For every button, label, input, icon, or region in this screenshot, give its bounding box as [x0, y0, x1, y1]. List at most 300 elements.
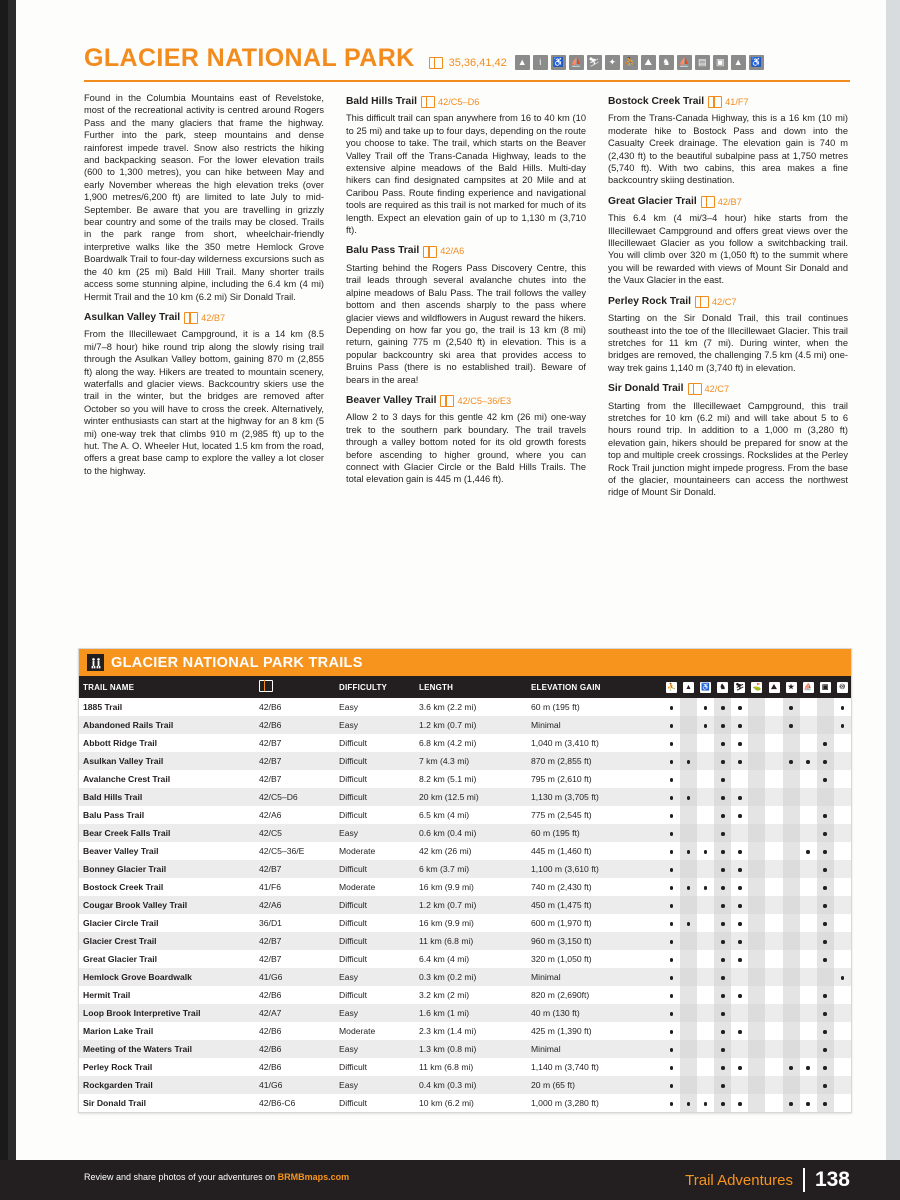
cell-snowshoe-icon	[765, 860, 782, 878]
activity-dot	[841, 976, 845, 980]
map-icon	[259, 680, 273, 692]
trail-name: Perley Rock Trail	[608, 295, 691, 307]
cell-snowshoe-icon	[765, 824, 782, 842]
cell-elevation-gain: 1,040 m (3,410 ft)	[531, 738, 599, 748]
cell-snowshoe-icon	[765, 734, 782, 752]
cell-elevation-gain: 425 m (1,390 ft)	[531, 1026, 592, 1036]
cell-runner-icon	[748, 716, 765, 734]
cell-runner-icon	[748, 788, 765, 806]
cell-tent-icon	[680, 986, 697, 1004]
footer-note	[84, 1172, 349, 1182]
cell-wheelchair-icon	[834, 1004, 851, 1022]
cell-kayak-icon	[800, 968, 817, 986]
activity-dot	[738, 760, 742, 764]
cell-cyclist-icon	[697, 698, 714, 716]
activity-dot	[823, 1084, 827, 1088]
cell-runner-icon	[748, 1094, 765, 1112]
cell-map-ref: 41/F6	[259, 882, 281, 892]
footer-note-prefix: Review and share photos of your adventures on	[84, 1172, 278, 1182]
activity-dot	[721, 940, 725, 944]
cell-ski-icon	[731, 770, 748, 788]
cell-horse-icon	[714, 950, 731, 968]
trail-description-beaver-valley: Allow 2 to 3 days for this gentle 42 km (26 mi) one-way trek to the southern park boundary. The trail travels through a valley bottom noted for its old growth forests before ascending to higher ground, where you can connect with Glacier Circle or the Bald Hills Trails. The total elevation gain is 445 m (1,446 ft).	[346, 412, 586, 485]
cell-snowshoe-icon	[765, 752, 782, 770]
cell-trail-name: Glacier Circle Trail	[83, 918, 159, 928]
cell-kayak-icon	[800, 896, 817, 914]
trail-map-ref	[423, 245, 464, 257]
cell-cyclist-icon	[697, 986, 714, 1004]
trail-description-great-glacier: This 6.4 km (4 mi/3–4 hour) hike starts from the Illecillewaet Campground and offers great views over the Illecillewaet Glacier as you follow a switchbacking trail. You will climb over 320 m (1,050 ft) to the summit where you will be rewarded with views of Mount Sir Donald and the Vaux Glacier in the east.	[608, 213, 848, 286]
cell-trail-name: Loop Brook Interpretive Trail	[79, 1004, 255, 1022]
table-row[interactable]	[79, 806, 851, 824]
cell-cyclist-icon	[697, 1022, 714, 1040]
cell-map-ref: 42/B6	[255, 1040, 335, 1058]
th-dog-icon	[783, 676, 800, 698]
horse-icon: ♞	[717, 682, 728, 693]
cell-map-ref: 42/A6	[255, 896, 335, 914]
cell-wheelchair-icon	[834, 734, 851, 752]
cell-trail-name: Bonney Glacier Trail	[79, 860, 255, 878]
cell-elevation-gain: 1,000 m (3,280 ft)	[531, 1098, 599, 1108]
activity-dot	[738, 904, 742, 908]
cell-elevation-gain: 960 m (3,150 ft)	[527, 932, 663, 950]
activity-dot	[721, 850, 725, 854]
intro-paragraph: Found in the Columbia Mountains east of Revelstoke, most of the recreational activity is centred around Rogers Pass and the many glaciers that frame the highway. Further into the park, steep mountains and dense rainforest impede travel. Snow also restricts the hiking and backpacking season. For the lower elevation trails (600 to 1,300 metres), you can hike between May and early November whereas the high elevation treks (over 1,900 metres/6,200 ft) are limited to late July to mid-September. Be aware that you are travelling in grizzly bear country and some of the trails may be closed. Trails in the park range from short, wheelchair-friendly interpretive walks like the 350 metre Hemlock Grove Boardwalk Trail to four-day wilderness excursions such as the 40 km (25 mi) Bald Hill Trail. Many shorter trails access some stunning alpine, including the 6.4 km (4 mi) Hermit Trail and the 10 km (6.2 mi) Sir Donald Trail.	[84, 93, 324, 302]
trails-table-panel	[78, 648, 852, 1113]
activity-dot	[738, 814, 742, 818]
table-row[interactable]	[79, 1058, 851, 1076]
th-difficulty[interactable]: DIFFICULTY	[335, 676, 415, 698]
cell-dog-icon	[783, 788, 800, 806]
cell-map-ref: 41/G6	[255, 968, 335, 986]
activity-dot	[704, 850, 708, 854]
table-row[interactable]	[79, 734, 851, 752]
footer-brand-link[interactable]: BRMBmaps.com	[277, 1172, 350, 1182]
cell-length: 1.2 km (0.7 mi)	[415, 896, 527, 914]
cell-trail-name: Avalanche Crest Trail	[83, 774, 171, 784]
table-row[interactable]	[79, 824, 851, 842]
cell-camera-icon	[817, 1022, 834, 1040]
cell-difficulty: Difficult	[339, 774, 368, 784]
cell-horse-icon	[714, 1040, 731, 1058]
cell-hiker-icon	[663, 698, 680, 716]
activity-dot	[670, 724, 674, 728]
cell-elevation-gain: 775 m (2,545 ft)	[531, 810, 592, 820]
cell-kayak-icon	[800, 1076, 817, 1094]
trail-map-ref	[421, 96, 479, 108]
activity-dot	[738, 886, 742, 890]
th-hiker-icon	[663, 676, 680, 698]
th-elevation-gain[interactable]: ELEVATION GAIN	[527, 676, 663, 698]
activity-dot	[789, 1066, 793, 1070]
cell-snowshoe-icon	[765, 878, 782, 896]
trail-description-balu-pass: Starting behind the Rogers Pass Discovery Centre, this trail leads through several avalanche chutes into the alpine meadows of Balu Pass. The trail follows the valley bottom and then ascends sharply to the pass where glacier views and wildflowers in August reward the hikers. Depending on how far you go, the trail is 13 km (8 mi) return, gaining 775 m (2,540 ft) in elevation. This is a popular backcountry ski area that provides access to Bruins Pass (there is no established trail). Beware of bears in the area!	[346, 262, 586, 385]
table-row[interactable]	[79, 1040, 851, 1058]
cell-kayak-icon	[800, 860, 817, 878]
cell-difficulty: Easy	[335, 716, 415, 734]
cell-horse-icon	[714, 716, 731, 734]
cell-hiker-icon	[663, 788, 680, 806]
cell-horse-icon	[714, 860, 731, 878]
activity-dot	[687, 796, 691, 800]
table-row[interactable]	[79, 1094, 851, 1112]
cell-elevation-gain: 450 m (1,475 ft)	[527, 896, 663, 914]
cell-runner-icon	[748, 1076, 765, 1094]
footer-section-label: Trail Adventures	[685, 1171, 793, 1189]
cell-map-ref: 42/A6	[259, 810, 282, 820]
cell-tent-icon	[680, 860, 697, 878]
cell-snowshoe-icon	[765, 950, 782, 968]
cell-dog-icon	[783, 1022, 800, 1040]
cell-wheelchair-icon	[834, 752, 851, 770]
kayak-icon: ⛵	[569, 55, 584, 70]
activity-dot	[806, 760, 810, 764]
trail-map-ref	[708, 96, 749, 108]
cell-tent-icon	[680, 896, 697, 914]
cell-snowshoe-icon	[765, 932, 782, 950]
cell-runner-icon	[748, 986, 765, 1004]
activity-dot	[823, 886, 827, 890]
cell-ski-icon	[731, 878, 748, 896]
header-amenity-icons	[429, 55, 764, 70]
map-icon	[421, 96, 435, 108]
map-icon	[440, 395, 454, 407]
cell-snowshoe-icon	[765, 914, 782, 932]
cell-length: 0.3 km (0.2 mi)	[415, 968, 527, 986]
table-row[interactable]	[79, 968, 851, 986]
activity-dot	[789, 706, 793, 710]
cell-snowshoe-icon	[765, 986, 782, 1004]
cell-tent-icon	[680, 842, 697, 860]
cell-wheelchair-icon	[834, 1094, 851, 1112]
cell-dog-icon	[783, 878, 800, 896]
cell-wheelchair-icon	[834, 932, 851, 950]
activity-dot	[823, 778, 827, 782]
left-edge-strip	[0, 0, 16, 1200]
activity-dot	[704, 706, 708, 710]
activity-dot	[823, 850, 827, 854]
cell-horse-icon	[714, 842, 731, 860]
trail-description-perley-rock: Starting on the Sir Donald Trail, this trail continues southeast into the toe of the Illecillewaet Glacier. This trail stretches for 11 km (7 mi). During winter, when the bridges are removed, the challenging 7.5 km (4.5 mi) one-way trek gains 1,140 m (3,740 ft) in elevation.	[608, 313, 848, 373]
table-row[interactable]	[79, 842, 851, 860]
cell-trail-name: Bear Creek Falls Trail	[79, 824, 255, 842]
trail-name: Balu Pass Trail	[346, 245, 420, 257]
cell-dog-icon	[783, 752, 800, 770]
cell-length: 10 km (6.2 mi)	[419, 1098, 474, 1108]
table-row[interactable]	[79, 752, 851, 770]
trail-map-ref	[688, 383, 730, 395]
activity-dot	[670, 778, 674, 782]
table-row[interactable]	[79, 878, 851, 896]
cell-map-ref: 42/C5	[255, 824, 335, 842]
cell-difficulty: Moderate	[339, 882, 376, 892]
th-kayak-icon	[800, 676, 817, 698]
cell-tent-icon	[680, 752, 697, 770]
cell-trail-name: Balu Pass Trail	[83, 810, 145, 820]
cell-hiker-icon	[663, 806, 680, 824]
cell-hiker-icon	[663, 914, 680, 932]
cell-elevation-gain: 1,140 m (3,740 ft)	[531, 1062, 599, 1072]
cell-runner-icon	[748, 1040, 765, 1058]
cell-hiker-icon	[663, 1058, 680, 1076]
wheelchair-icon: ♿	[749, 55, 764, 70]
cell-horse-icon	[714, 1076, 731, 1094]
map-icon	[695, 296, 709, 308]
cell-tent-icon	[680, 1076, 697, 1094]
table-row[interactable]	[79, 896, 851, 914]
table-row[interactable]	[79, 986, 851, 1004]
cell-wheelchair-icon	[834, 1040, 851, 1058]
cell-cyclist-icon	[697, 1040, 714, 1058]
cell-tent-icon	[680, 968, 697, 986]
activity-dot	[823, 940, 827, 944]
cell-ski-icon	[731, 1058, 748, 1076]
cell-trail-name: Meeting of the Waters Trail	[79, 1040, 255, 1058]
cell-camera-icon	[817, 986, 834, 1004]
activity-dot	[721, 742, 725, 746]
trail-map-ref	[701, 196, 742, 208]
cell-dog-icon	[783, 860, 800, 878]
cell-kayak-icon	[800, 716, 817, 734]
activity-dot	[841, 724, 845, 728]
activity-dot	[721, 1102, 725, 1106]
activity-dot	[738, 850, 742, 854]
cell-kayak-icon	[800, 824, 817, 842]
cell-cyclist-icon	[697, 734, 714, 752]
activity-dot	[738, 922, 742, 926]
cell-dog-icon	[783, 842, 800, 860]
picnic-icon: ▤	[695, 55, 710, 70]
activity-dot	[721, 1084, 725, 1088]
cell-trail-name: Beaver Valley Trail	[83, 846, 159, 856]
cell-camera-icon	[817, 932, 834, 950]
cell-kayak-icon	[800, 932, 817, 950]
camera-icon: ▣	[713, 55, 728, 70]
snowshoe-icon: ⛰	[769, 682, 780, 693]
viewpoint-icon: ▲	[731, 55, 746, 70]
cell-wheelchair-icon	[834, 1076, 851, 1094]
cell-ski-icon	[731, 752, 748, 770]
cell-kayak-icon	[800, 1094, 817, 1112]
cell-kayak-icon	[800, 806, 817, 824]
cell-length: 7 km (4.3 mi)	[415, 752, 527, 770]
map-icon	[429, 57, 443, 69]
cell-difficulty: Easy	[335, 1004, 415, 1022]
trail-map-ref-text: 41/F7	[725, 97, 749, 107]
th-tent-icon	[680, 676, 697, 698]
cell-snowshoe-icon	[765, 716, 782, 734]
th-length[interactable]: LENGTH	[415, 676, 527, 698]
info-icon: i	[533, 55, 548, 70]
cell-camera-icon	[817, 968, 834, 986]
table-row[interactable]	[79, 788, 851, 806]
cell-camera-icon	[817, 860, 834, 878]
cell-length: 16 km (9.9 mi)	[419, 918, 474, 928]
column-2	[346, 92, 586, 637]
column-1	[84, 92, 324, 637]
activity-dot	[738, 1066, 742, 1070]
table-row[interactable]	[79, 914, 851, 932]
activity-dot	[670, 796, 674, 800]
cell-length: 6 km (3.7 mi)	[415, 860, 527, 878]
cell-dog-icon	[783, 698, 800, 716]
cell-wheelchair-icon	[834, 950, 851, 968]
trail-name: Bostock Creek Trail	[608, 96, 705, 107]
table-row[interactable]	[79, 1076, 851, 1094]
cell-camera-icon	[817, 1076, 834, 1094]
cyclist-icon: ♿	[551, 55, 566, 70]
cell-dog-icon	[783, 734, 800, 752]
cell-horse-icon	[714, 788, 731, 806]
activity-dot	[823, 1030, 827, 1034]
cell-difficulty: Difficult	[335, 932, 415, 950]
cell-length: 1.3 km (0.8 mi)	[415, 1040, 527, 1058]
cell-kayak-icon	[800, 752, 817, 770]
cell-difficulty: Moderate	[339, 1026, 376, 1036]
cell-camera-icon	[817, 896, 834, 914]
activity-dot	[687, 922, 691, 926]
cell-hiker-icon	[663, 824, 680, 842]
activity-dot	[704, 1102, 708, 1106]
cell-camera-icon	[817, 950, 834, 968]
table-row[interactable]	[79, 770, 851, 788]
cell-ski-icon	[731, 1022, 748, 1040]
cell-length: 0.4 km (0.3 mi)	[415, 1076, 527, 1094]
cell-kayak-icon	[800, 698, 817, 716]
activity-dot	[738, 1030, 742, 1034]
cell-ski-icon	[731, 806, 748, 824]
cell-horse-icon	[714, 878, 731, 896]
cell-runner-icon	[748, 1004, 765, 1022]
activity-dot	[670, 1066, 674, 1070]
cell-snowshoe-icon	[765, 806, 782, 824]
cell-ski-icon	[731, 716, 748, 734]
tent-icon: ▲	[515, 55, 530, 70]
cell-camera-icon	[817, 716, 834, 734]
cell-ski-icon	[731, 824, 748, 842]
cell-runner-icon	[748, 860, 765, 878]
cell-elevation-gain: 320 m (1,050 ft)	[531, 954, 592, 964]
trails-table-head	[79, 676, 851, 698]
kayak-icon: ⛵	[803, 683, 813, 691]
trail-map-ref-text: 42/C5–36/E3	[457, 395, 512, 406]
trail-heading-balu-pass	[346, 245, 586, 257]
cell-difficulty: Difficult	[335, 896, 415, 914]
cell-horse-icon	[714, 1058, 731, 1076]
activity-dot	[687, 1102, 691, 1106]
cell-wheelchair-icon	[834, 968, 851, 986]
cell-ski-icon	[731, 788, 748, 806]
cell-dog-icon	[783, 950, 800, 968]
cell-difficulty: Easy	[335, 968, 415, 986]
activity-dot	[823, 1102, 827, 1106]
cell-hiker-icon	[663, 770, 680, 788]
table-row[interactable]	[79, 1022, 851, 1040]
cell-snowshoe-icon	[765, 1058, 782, 1076]
activity-dot	[721, 886, 725, 890]
footer-page-number: 138	[814, 1168, 850, 1191]
cell-kayak-icon	[800, 950, 817, 968]
cell-trail-name: Hemlock Grove Boardwalk	[79, 968, 255, 986]
activity-dot	[687, 760, 691, 764]
cell-snowshoe-icon	[765, 1004, 782, 1022]
th-trail-name[interactable]: TRAIL NAME	[79, 676, 255, 698]
skier-icon: ⛷	[587, 55, 602, 70]
activity-dot	[823, 1012, 827, 1016]
cell-length: 2.3 km (1.4 mi)	[419, 1026, 477, 1036]
table-row[interactable]	[79, 698, 851, 716]
cell-snowshoe-icon	[765, 1040, 782, 1058]
cell-cyclist-icon	[697, 716, 714, 734]
cell-horse-icon	[714, 806, 731, 824]
cell-cyclist-icon	[697, 1058, 714, 1076]
trail-heading-beaver-valley	[346, 395, 586, 407]
cell-runner-icon	[748, 734, 765, 752]
cell-runner-icon	[748, 824, 765, 842]
table-row[interactable]	[79, 932, 851, 950]
cell-hiker-icon	[663, 1022, 680, 1040]
cell-trail-name: Abandoned Rails Trail	[79, 716, 255, 734]
cell-tent-icon	[680, 824, 697, 842]
cell-kayak-icon	[800, 914, 817, 932]
th-camera-icon	[817, 676, 834, 698]
activity-dot	[789, 1102, 793, 1106]
activity-dot	[670, 976, 674, 980]
cell-ski-icon	[731, 734, 748, 752]
cell-length: 3.6 km (2.2 mi)	[419, 702, 477, 712]
table-row[interactable]	[79, 950, 851, 968]
cell-difficulty: Difficult	[339, 1098, 368, 1108]
cell-trail-name: Marion Lake Trail	[83, 1026, 154, 1036]
table-row[interactable]	[79, 716, 851, 734]
cell-wheelchair-icon	[834, 914, 851, 932]
map-icon	[708, 96, 722, 108]
cell-elevation-gain: 795 m (2,610 ft)	[531, 774, 592, 784]
cell-dog-icon	[783, 896, 800, 914]
activity-dot	[670, 850, 674, 854]
cell-wheelchair-icon	[834, 896, 851, 914]
cell-map-ref: 42/B7	[259, 954, 282, 964]
cell-horse-icon	[714, 1022, 731, 1040]
cell-camera-icon	[817, 734, 834, 752]
activity-dot	[670, 922, 674, 926]
cell-wheelchair-icon	[834, 698, 851, 716]
cell-hiker-icon	[663, 932, 680, 950]
cell-length: 3.2 km (2 mi)	[419, 990, 470, 1000]
cell-tent-icon	[680, 878, 697, 896]
activity-dot	[721, 814, 725, 818]
cell-camera-icon	[817, 698, 834, 716]
activity-dot	[823, 1048, 827, 1052]
th-map-ref[interactable]	[255, 676, 335, 698]
cell-length: 6.8 km (4.2 mi)	[419, 738, 477, 748]
cell-ski-icon	[731, 914, 748, 932]
cell-horse-icon	[714, 1094, 731, 1112]
cell-horse-icon	[714, 968, 731, 986]
activity-dot	[738, 742, 742, 746]
cell-map-ref: 36/D1	[259, 918, 282, 928]
cell-dog-icon	[783, 968, 800, 986]
table-row[interactable]	[79, 1004, 851, 1022]
trail-name: Great Glacier Trail	[608, 195, 697, 207]
cell-dog-icon	[783, 914, 800, 932]
map-icon	[423, 246, 437, 258]
cell-kayak-icon	[800, 788, 817, 806]
cell-tent-icon	[680, 716, 697, 734]
cell-dog-icon	[783, 1094, 800, 1112]
table-row[interactable]	[79, 860, 851, 878]
activity-dot	[806, 1066, 810, 1070]
